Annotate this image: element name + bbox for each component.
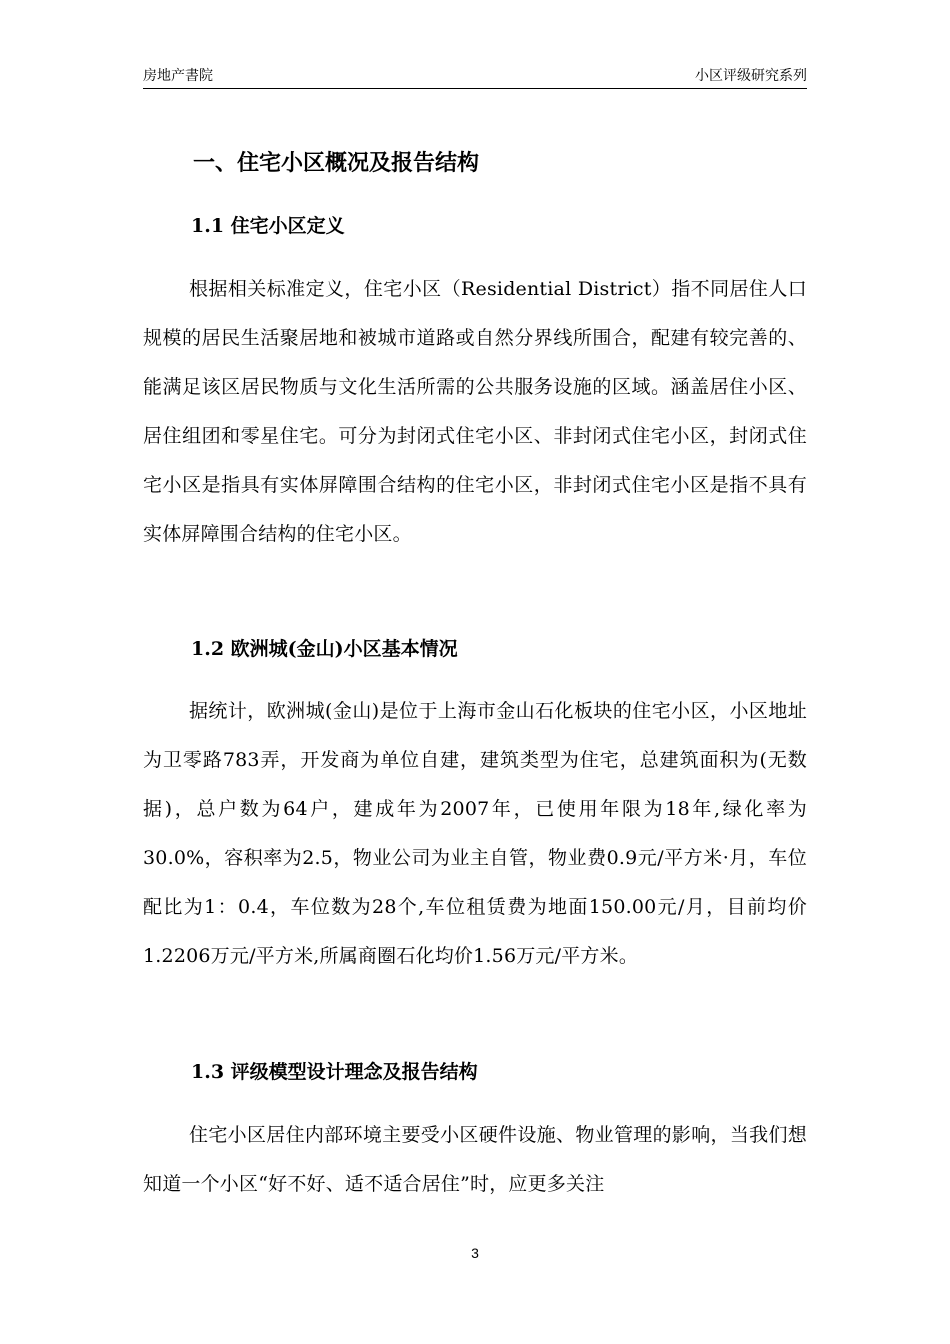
section-heading-1-1: 1.1 住宅小区定义 (191, 215, 345, 237)
section-heading-1-2: 1.2 欧洲城(金山)小区基本情况 (191, 638, 458, 660)
section-paragraph-1-3: 住宅小区居住内部环境主要受小区硬件设施、物业管理的影响，当我们想知道一个小区“好不好、适不适合居住”时，应更多关注 (143, 1124, 807, 1195)
section-heading-1-3: 1.3 评级模型设计理念及报告结构 (191, 1061, 478, 1083)
header-series-title: 小区评级研究系列 (695, 68, 807, 84)
chapter-title: 一、住宅小区概况及报告结构 (193, 150, 480, 176)
page-number: 3 (471, 1245, 479, 1261)
page-header (143, 66, 807, 89)
header-publisher: 房地产書院 (143, 68, 213, 84)
section-paragraph-1-2: 据统计，欧洲城(金山)是位于上海市金山石化板块的住宅小区，小区地址为卫零路783弄，开发商为单位自建，建筑类型为住宅，总建筑面积为(无数据)，总户数为64户，建成年为2007年，已使用年限为18年,绿化率为30.0%，容积率为2.5，物业公司为业主自管，物业费0.9元/平方米·月，车位配比为1：0.4，车位数为28个,车位租赁费为地面150.00元/月，目前均价1.2206万元/平方米,所属商圈石化均价1.56万元/平方米。 (143, 700, 807, 967)
section-paragraph-1-1: 根据相关标准定义，住宅小区（Residential District）指不同居住人口规模的居民生活聚居地和被城市道路或自然分界线所围合，配建有较完善的、能满足该区居民物质与文化生活所需的公共服务设施的区域。涵盖居住小区、居住组团和零星住宅。可分为封闭式住宅小区、非封闭式住宅小区，封闭式住宅小区是指具有实体屏障围合结构的住宅小区，非封闭式住宅小区是指不具有实体屏障围合结构的住宅小区。 (143, 278, 807, 545)
